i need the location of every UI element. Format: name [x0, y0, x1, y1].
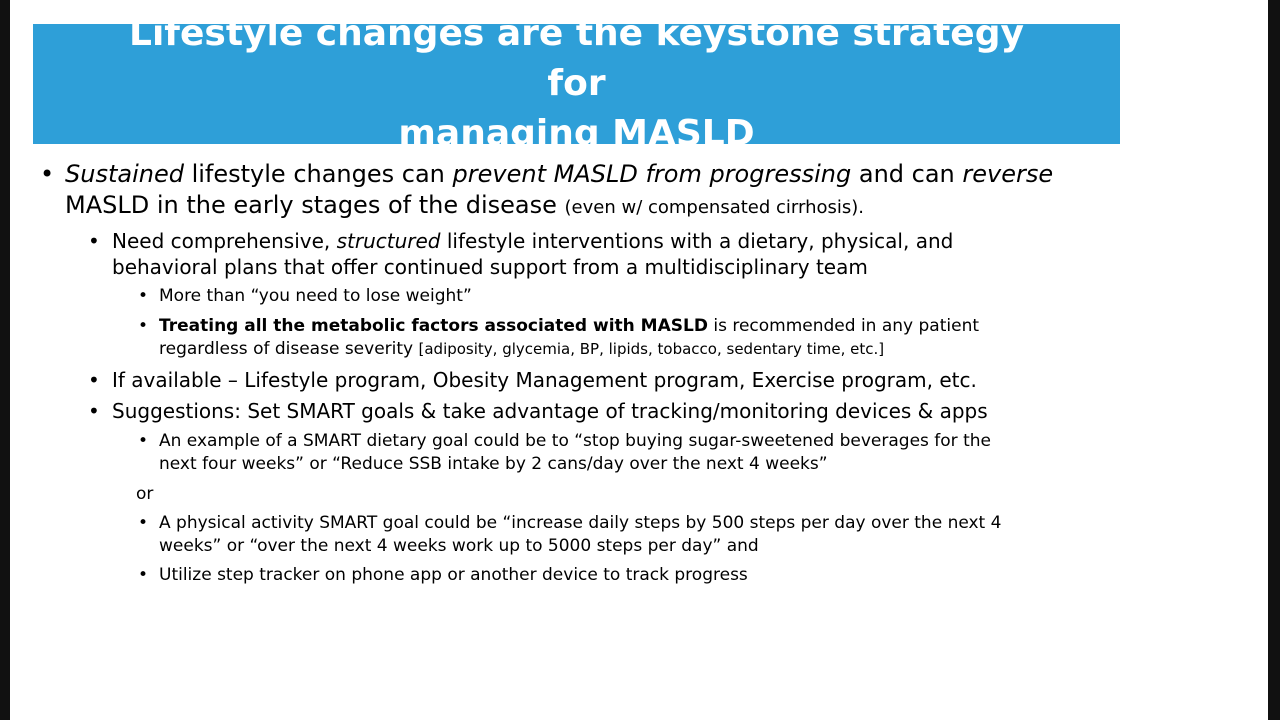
- bullet-physical-activity-goal: A physical activity SMART goal could be “increase daily steps by 500 steps per day over the next 4 weeks” or “over the next 4 weeks work up to 5000 steps per day” and: [159, 513, 1002, 556]
- bullet-comprehensive-interventions: Need comprehensive, structured lifestyle interventions with a dietary, physical, and behavioral plans that offer continued support from a multidisciplinary team: [112, 229, 954, 279]
- bullet-marker: •: [88, 368, 100, 392]
- bullet-marker: •: [40, 160, 55, 188]
- bullet-more-than-lose-weight: More than “you need to lose weight”: [159, 286, 472, 306]
- title-line-1: Lifestyle changes are the keystone strategy for: [129, 13, 1024, 104]
- bullet-suggestions-smart-goals: Suggestions: Set SMART goals & take advantage of tracking/monitoring devices & apps: [112, 399, 988, 423]
- bullet-marker: •: [138, 565, 149, 585]
- bullet-dietary-goal-example: An example of a SMART dietary goal could be to “stop buying sugar-sweetened beverages for the next four weeks” or “Reduce SSB intake by 2 cans/day over the next 4 weeks”: [159, 431, 991, 474]
- bullet-marker: •: [138, 431, 149, 451]
- bullet-step-tracker: Utilize step tracker on phone app or another device to track progress: [159, 565, 748, 585]
- slide-title: [97, 9, 1057, 159]
- bullet-if-available: If available – Lifestyle program, Obesity Management program, Exercise program, etc.: [112, 368, 977, 392]
- bullet-treating-metabolic-factors: Treating all the metabolic factors associated with MASLD is recommended in any patient regardless of disease severity [adiposity, glycemia, BP, lipids, tobacco, sedentary time, etc.]: [159, 316, 980, 359]
- bullet-marker: •: [88, 229, 100, 253]
- bullet-marker: •: [88, 399, 100, 423]
- title-banner: [33, 13, 1120, 154]
- title-line-2: managing MASLD: [398, 113, 755, 154]
- bullet-marker: •: [138, 286, 149, 306]
- slide: [10, 0, 1268, 720]
- bullet-sustained-lifestyle: Sustained lifestyle changes can prevent MASLD from progressing and can reverse MASLD in the early stages of the disease (even w/ compensated cirrhosis).: [65, 160, 1054, 219]
- or-connector: or: [136, 484, 154, 504]
- bullet-marker: •: [138, 316, 149, 336]
- bullet-marker: •: [138, 513, 149, 533]
